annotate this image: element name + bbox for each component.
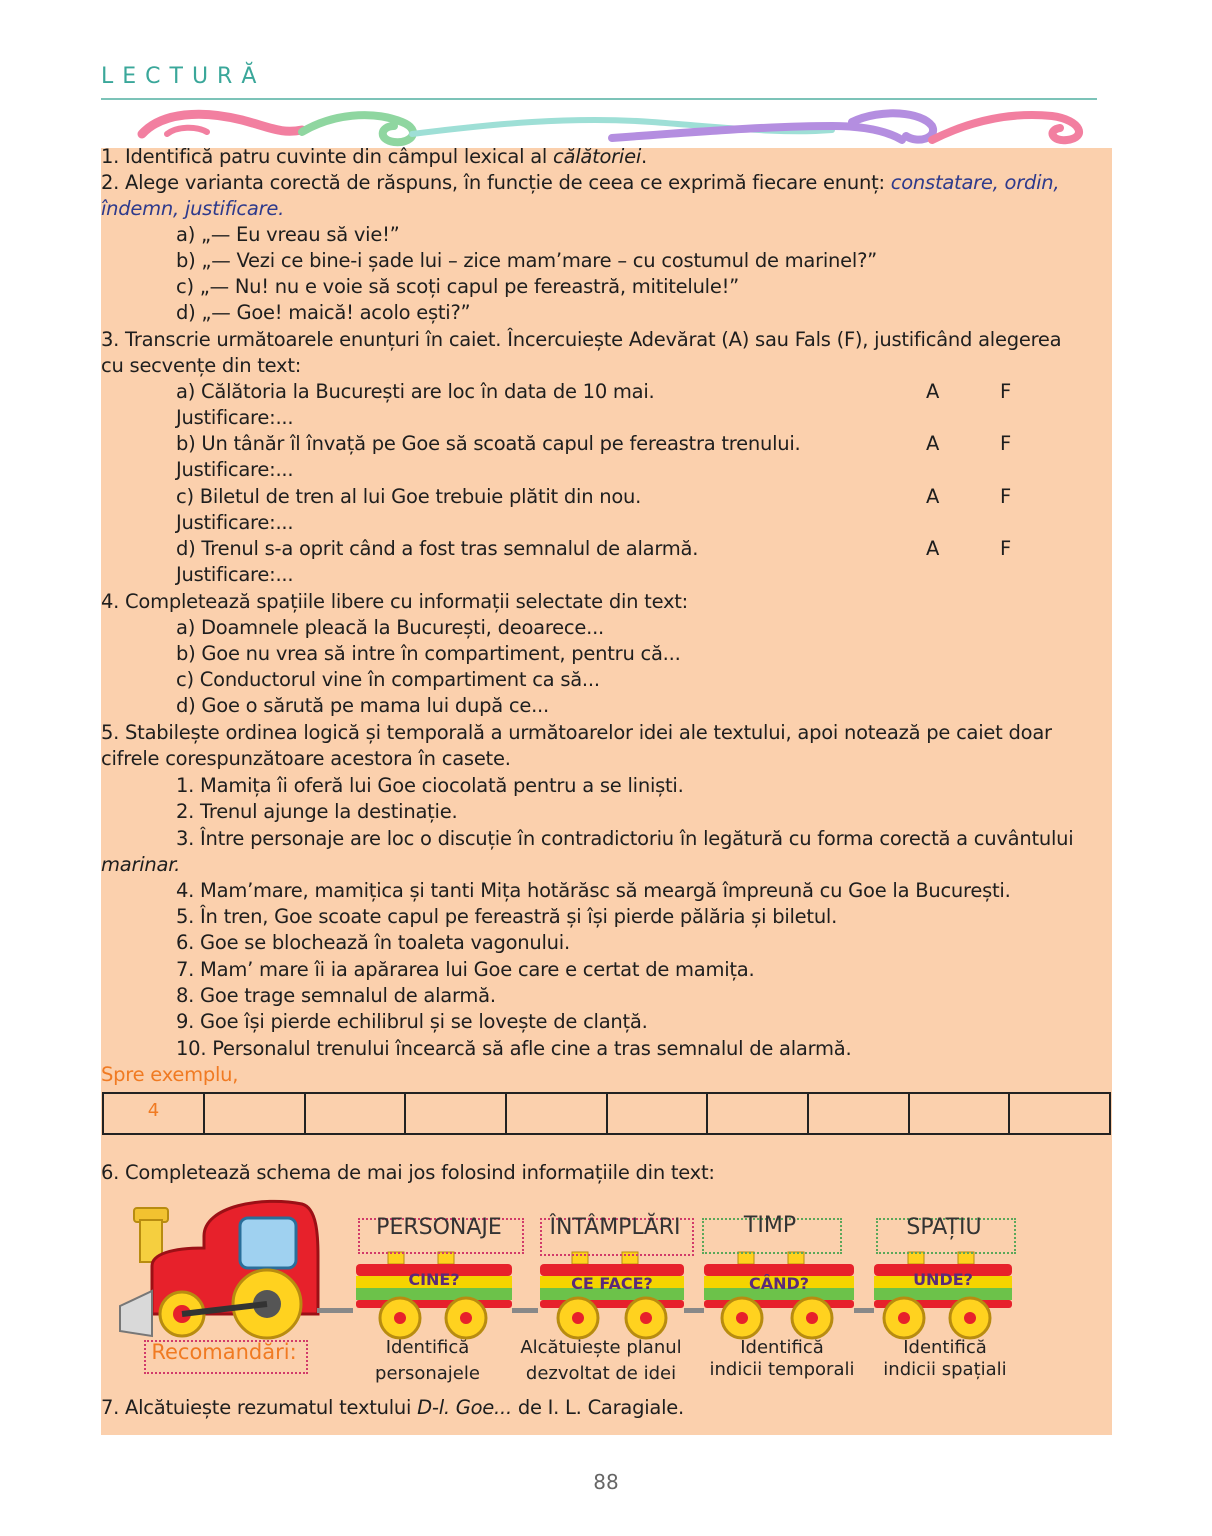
- order-boxes: [102, 1092, 1111, 1135]
- question-2-item: c) „— Nu! nu e voie să scoți capul pe fereastră, mititelule!”: [176, 275, 740, 298]
- true-option[interactable]: A: [926, 380, 940, 403]
- idea-item: 6. Goe se blochează în toaleta vagonului.: [176, 931, 570, 954]
- header-rule: [101, 98, 1097, 100]
- idea-item-cont: marinar.: [101, 853, 181, 876]
- order-box[interactable]: [305, 1093, 406, 1134]
- order-box[interactable]: [808, 1093, 909, 1134]
- wagon-tag-cine: CINE?: [408, 1270, 460, 1289]
- wagon-title-personaje: PERSONAJE: [376, 1215, 502, 1240]
- idea-item: 3. Între personaje are loc o discuție în contradictoriu în legătură cu forma corectă a cuvântului: [176, 827, 1074, 850]
- recommendations-label: Recomandări:: [151, 1340, 297, 1364]
- question-4: 4. Completează spațiile libere cu informații selectate din text:: [101, 590, 688, 613]
- question-3: 3. Transcrie următoarele enunțuri în caiet. Încercuiește Adevărat (A) sau Fals (F), justificând alegerea: [101, 328, 1062, 351]
- question-4-item: b) Goe nu vrea să intre în compartiment, pentru că...: [176, 642, 681, 665]
- wagon-tag-unde: UNDE?: [913, 1270, 973, 1289]
- question-2-options: îndemn, justificare.: [101, 197, 285, 220]
- order-box[interactable]: [607, 1093, 708, 1134]
- wagon-caption: Alcătuiește planul dezvoltat de idei: [520, 1337, 682, 1384]
- question-2-item: d) „— Goe! maică! acolo ești?”: [176, 301, 471, 324]
- question-6: 6. Completează schema de mai jos folosind informațiile din text:: [101, 1161, 715, 1184]
- wagon-title-timp: TIMP: [743, 1213, 797, 1238]
- idea-item: 1. Mamița îi oferă lui Goe ciocolată pentru a se liniști.: [176, 774, 684, 797]
- wagon-caption: Identifică personajele: [375, 1337, 480, 1384]
- tf-statement: b) Un tânăr îl învață pe Goe să scoată capul pe fereastra trenului.: [176, 432, 801, 455]
- question-1: 1. Identifică patru cuvinte din câmpul lexical al călătoriei.: [101, 145, 647, 168]
- page-number: 88: [593, 1470, 619, 1494]
- false-option[interactable]: F: [1000, 485, 1012, 508]
- question-3-cont: cu secvențe din text:: [101, 354, 302, 377]
- idea-item: 2. Trenul ajunge la destinație.: [176, 800, 458, 823]
- order-box[interactable]: [405, 1093, 506, 1134]
- false-option[interactable]: F: [1000, 537, 1012, 560]
- question-5-cont: cifrele corespunzătoare acestora în casete.: [101, 747, 511, 770]
- order-box[interactable]: 4: [103, 1093, 204, 1134]
- section-title: LECTURĂ: [101, 64, 266, 89]
- wagon-tag-cand: CÂND?: [748, 1274, 810, 1293]
- question-4-item: d) Goe o sărută pe mama lui după ce...: [176, 694, 549, 717]
- false-option[interactable]: F: [1000, 380, 1012, 403]
- example-label: Spre exemplu,: [101, 1063, 239, 1086]
- justification-line: Justificare:...: [176, 406, 294, 429]
- question-4-item: a) Doamnele pleacă la București, deoarece...: [176, 616, 604, 639]
- true-option[interactable]: A: [926, 485, 940, 508]
- justification-line: Justificare:...: [176, 511, 294, 534]
- question-7: 7. Alcătuiește rezumatul textului D-l. Goe... de I. L. Caragiale.: [101, 1396, 684, 1419]
- question-2-item: a) „— Eu vreau să vie!”: [176, 223, 400, 246]
- wagon-caption: Identifică indicii temporali: [709, 1337, 855, 1380]
- false-option[interactable]: F: [1000, 432, 1012, 455]
- wagon-title-spatiu: SPAȚIU: [906, 1215, 982, 1240]
- question-2: 2. Alege varianta corectă de răspuns, în funcție de ceea ce exprimă fiecare enunț: constatare, ordin,: [101, 171, 1060, 194]
- justification-line: Justificare:...: [176, 458, 294, 481]
- wagon-caption: Identifică indicii spațiali: [883, 1337, 1007, 1380]
- tf-statement: a) Călătoria la București are loc în data de 10 mai.: [176, 380, 655, 403]
- tf-statement: d) Trenul s-a oprit când a fost tras semnalul de alarmă.: [176, 537, 699, 560]
- true-option[interactable]: A: [926, 537, 940, 560]
- question-4-item: c) Conductorul vine în compartiment ca să...: [176, 668, 600, 691]
- order-box[interactable]: [1009, 1093, 1110, 1134]
- true-option[interactable]: A: [926, 432, 940, 455]
- order-box[interactable]: [909, 1093, 1010, 1134]
- idea-item: 9. Goe își pierde echilibrul și se lovește de clanță.: [176, 1010, 648, 1033]
- question-5: 5. Stabilește ordinea logică și temporală a următoarelor idei ale textului, apoi notează pe caiet doar: [101, 721, 1052, 744]
- idea-item: 7. Mam’ mare îi ia apărarea lui Goe care e certat de mamița.: [176, 958, 755, 981]
- idea-item: 8. Goe trage semnalul de alarmă.: [176, 984, 496, 1007]
- idea-item: 4. Mam’mare, mamițica și tanti Mița hotărăsc să meargă împreună cu Goe la București.: [176, 879, 1011, 902]
- order-box[interactable]: [506, 1093, 607, 1134]
- idea-item: 10. Personalul trenului încearcă să afle cine a tras semnalul de alarmă.: [176, 1037, 852, 1060]
- order-box[interactable]: [707, 1093, 808, 1134]
- wagon-title-intamplari: ÎNTÂMPLĂRI: [549, 1215, 681, 1240]
- order-box[interactable]: [204, 1093, 305, 1134]
- idea-item: 5. În tren, Goe scoate capul pe fereastră și își pierde pălăria și biletul.: [176, 905, 838, 928]
- wagon-tag-ce-face: CE FACE?: [571, 1274, 653, 1293]
- justification-line: Justificare:...: [176, 563, 294, 586]
- question-2-item: b) „— Vezi ce bine-i șade lui – zice mam’mare – cu costumul de marinel?”: [176, 249, 878, 272]
- tf-statement: c) Biletul de tren al lui Goe trebuie plătit din nou.: [176, 485, 642, 508]
